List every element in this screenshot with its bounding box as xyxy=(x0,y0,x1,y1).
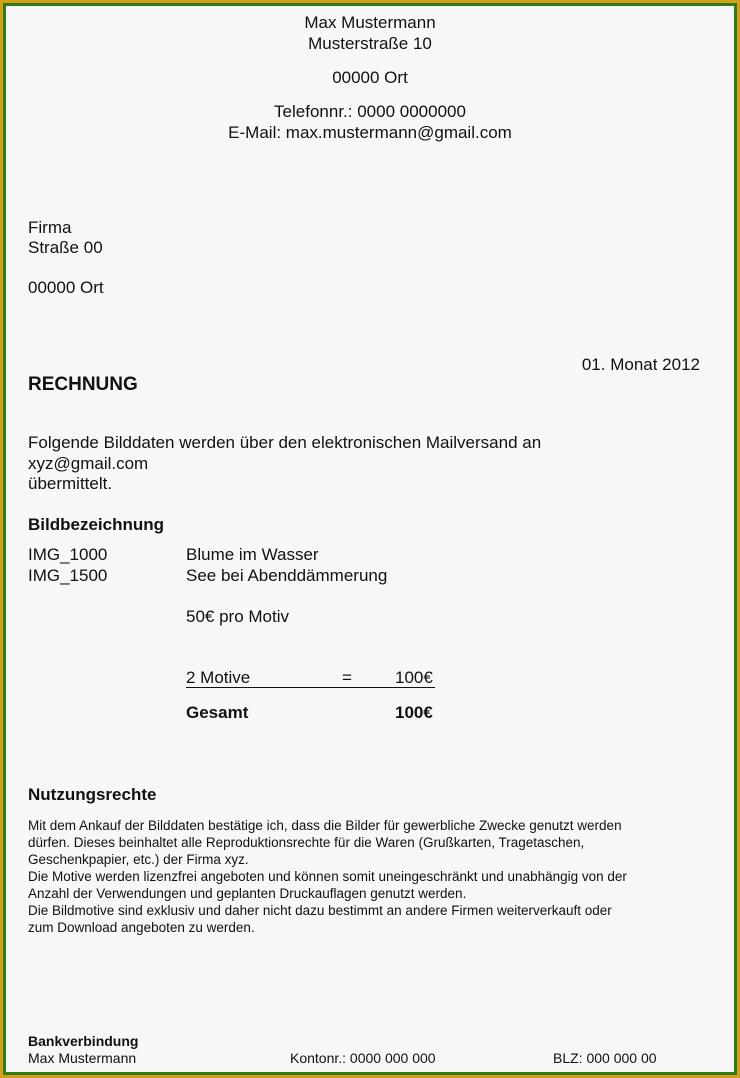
rights-line: dürfen. Dieses beinhaltet alle Reproduktionsrechte für die Waren (Grußkarten, Tragetaschen, xyxy=(28,835,585,850)
intro-email: xyz@gmail.com xyxy=(28,454,149,473)
sender-street: Musterstraße 10 xyxy=(308,34,432,53)
bank-blz: BLZ: 000 000 00 xyxy=(553,1050,657,1066)
calc-label: 2 Motive xyxy=(186,668,251,687)
rights-line: Die Motive werden lizenzfrei angeboten und können somit uneingeschränkt und unabhängig von der xyxy=(28,869,627,884)
recipient-street: Straße 00 xyxy=(28,238,103,257)
rights-line: Geschenkpapier, etc.) der Firma xyz. xyxy=(28,852,249,867)
price-per-motif: 50€ pro Motiv xyxy=(186,607,289,626)
bank-account: Kontonr.: 0000 000 000 xyxy=(290,1050,436,1066)
sender-phone: Telefonnr.: 0000 0000000 xyxy=(274,102,466,121)
total-label: Gesamt xyxy=(186,703,249,722)
bank-name: Max Mustermann xyxy=(28,1050,137,1066)
recipient-company: Firma xyxy=(28,218,72,237)
intro-line-1: Folgende Bilddaten werden über den elektronischen Mailversand an xyxy=(28,433,542,452)
calc-equals: = xyxy=(342,668,352,687)
invoice-date: 01. Monat 2012 xyxy=(581,355,700,374)
rights-heading: Nutzungsrechte xyxy=(28,785,157,804)
rights-line: Mit dem Ankauf der Bilddaten bestätige ich, dass die Bilder für gewerbliche Zwecke genutzt werden xyxy=(28,818,622,833)
invoice-heading: RECHNUNG xyxy=(28,374,138,395)
sender-city: 00000 Ort xyxy=(332,68,408,87)
sender-name: Max Mustermann xyxy=(304,13,436,32)
bank-heading: Bankverbindung xyxy=(28,1033,139,1049)
image-id: IMG_1500 xyxy=(28,566,108,585)
image-title: Blume im Wasser xyxy=(186,545,319,564)
recipient-city: 00000 Ort xyxy=(28,278,104,297)
calc-amount: 100€ xyxy=(395,668,433,687)
sender-email: E-Mail: max.mustermann@gmail.com xyxy=(228,123,512,142)
image-id: IMG_1000 xyxy=(28,545,108,564)
total-amount: 100€ xyxy=(395,703,433,722)
rights-line: zum Download angeboten zu werden. xyxy=(28,920,255,935)
rights-line: Die Bildmotive sind exklusiv und daher nicht dazu bestimmt an andere Firmen weiterverkauft oder xyxy=(28,903,612,918)
intro-line-3: übermittelt. xyxy=(28,474,113,493)
image-title: See bei Abenddämmerung xyxy=(186,566,388,585)
rights-line: Anzahl der Verwendungen und geplanten Druckauflagen genutzt werden. xyxy=(28,886,467,901)
images-heading: Bildbezeichnung xyxy=(28,515,164,534)
